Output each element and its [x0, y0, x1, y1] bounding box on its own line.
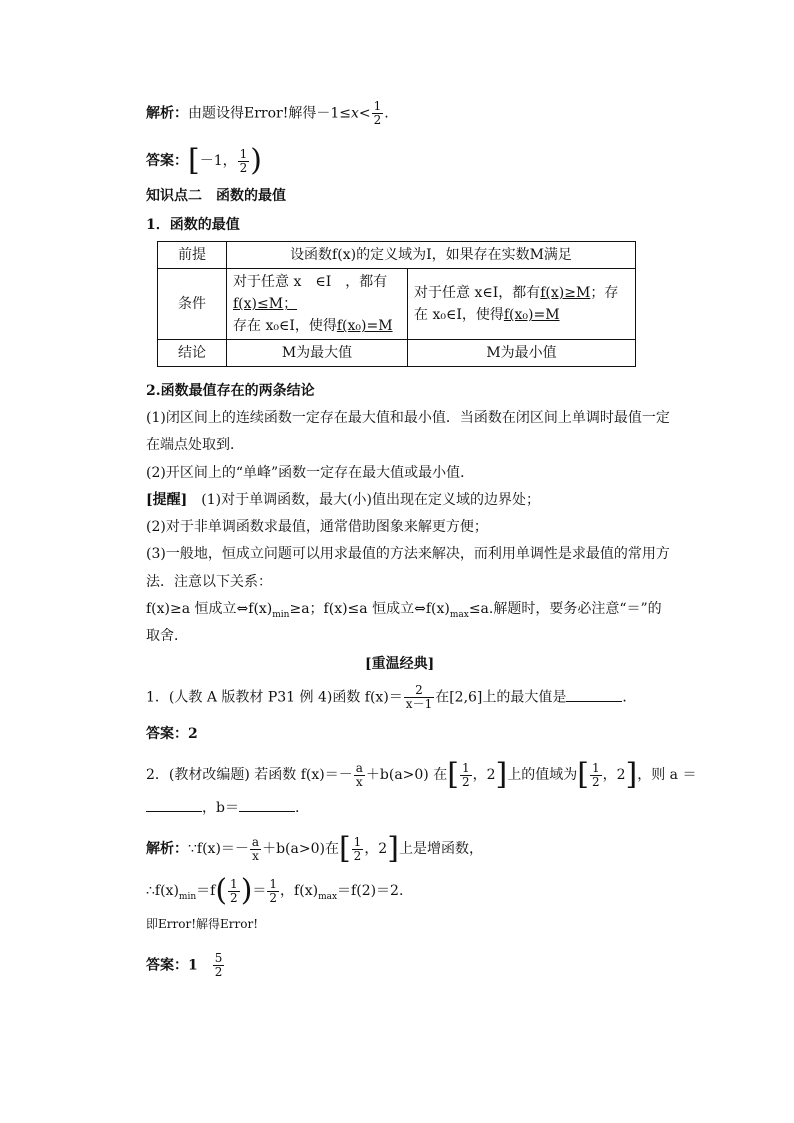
- table-cell-max-condition: 对于任意 x ∈I ，都有 f(x)≤M； 存在 x₀∈I，使得f(x₀)=M: [227, 269, 408, 340]
- answer-label: 答案：: [146, 153, 188, 169]
- paragraph: (2)开区间上的“单峰”函数一定存在最大值或最小值．: [146, 465, 475, 481]
- solution-2-line-2: $\therefore f(x)_{min}=f$( $\frac{1}{2}$ )＝ $\frac{1}{2}$ ，$f(x)_{max}=f(2)=2$.: [146, 873, 404, 908]
- fraction: $\frac{2}{x-1}$: [405, 683, 433, 711]
- fraction: $\frac{a}{x}$: [251, 834, 260, 863]
- solution-2-line-1: 解析：∵f(x)＝－ $\frac{a}{x}$ ＋b(a>0)在[ $\frac{1}{2}$ ，2]上是增函数，: [146, 831, 483, 866]
- solution-label: 解析：: [146, 841, 188, 857]
- fraction: $\frac{1}{2}$: [230, 876, 238, 905]
- question-2-blanks: ，b＝ .: [146, 798, 299, 818]
- relation-line: f(x)≥a 恒成立$\Leftrightarrow f(x)_{min}\ge a$；f(x)≤a 恒成立$\Leftrightarrow f(x)_{max}\le a$.解题时，要务必注意“＝”的: [146, 601, 662, 620]
- solution-label: 解析：: [146, 105, 188, 122]
- fraction: $\frac{1}{2}$: [373, 99, 382, 127]
- table-row: [158, 242, 636, 269]
- answer-blank-a[interactable]: [146, 799, 202, 812]
- paragraph: 在端点处取到．: [146, 437, 244, 453]
- subsection-title-2: 2.函数最值存在的两条结论: [146, 383, 315, 399]
- tip-line-1: [提醒] (1)对于单调函数，最大(小)值出现在定义域的边界处；: [146, 492, 541, 508]
- solution-line-1: 解析：由题设得Error!解得－1≤x< $\frac{1}{2}$ .: [146, 99, 389, 127]
- relation-line-2: 取舍．: [146, 628, 188, 644]
- table-header-cell: 条件: [158, 269, 227, 340]
- answer-line-1: 答案：[－1， $\frac{1}{2}$ ): [146, 143, 262, 178]
- table-cell: M为最大值: [227, 340, 408, 367]
- answer-blank-b[interactable]: [239, 799, 295, 812]
- tip-line-2: (2)对于非单调函数求最值，通常借助图象来解更方便；: [146, 519, 488, 535]
- answer-blank[interactable]: [566, 689, 622, 702]
- solution-2-line-3: 即Error!解得Error!: [146, 917, 259, 931]
- review-title: [重温经典]: [365, 656, 435, 672]
- table-row: [158, 269, 636, 340]
- fraction: $\frac{1}{2}$: [239, 146, 248, 175]
- fraction: $\frac{1}{2}$: [269, 876, 278, 905]
- table-row: [158, 340, 636, 367]
- section-title: 知识点二 函数的最值: [146, 188, 286, 204]
- fraction: $\frac{1}{2}$: [461, 760, 470, 789]
- question-1: 1．(人教 A 版教材 P31 例 4)函数 f(x)＝ $\frac{2}{x-1}$ 在[2,6]上的最大值是 ．: [146, 683, 637, 711]
- fraction: $\frac{a}{x}$: [355, 760, 363, 789]
- question-2: 2．(教材改编题) 若函数 f(x)＝－ $\frac{a}{x}$ ＋b(a>0) 在[ $\frac{1}{2}$ ，2]上的值域为[ $\frac{1}{2}$ ，2]，则 a ＝: [146, 757, 697, 792]
- table-cell: M为最小值: [408, 340, 636, 367]
- table-header-cell: 结论: [158, 340, 227, 367]
- tip-line-4: 法．注意以下关系：: [146, 574, 272, 590]
- subsection-title-1: 1．函数的最值: [146, 217, 240, 233]
- answer-line-q2: 答案：1 $\frac{5}{2}$: [146, 951, 223, 979]
- paragraph: (1)闭区间上的连续函数一定存在最大值和最小值．当函数在闭区间上单调时最值一定: [146, 410, 670, 426]
- extremum-table: [157, 241, 636, 367]
- fraction: $\frac{1}{2}$: [591, 760, 600, 789]
- fraction: $\frac{1}{2}$: [353, 834, 362, 863]
- tip-line-3: (3)一般地，恒成立问题可以用求最值的方法来解决，而利用单调性是求最值的常用方: [146, 546, 670, 562]
- answer-line-q1: 答案：2: [146, 726, 198, 742]
- tip-label: [提醒]: [146, 492, 188, 508]
- table-header-cell: 前提: [158, 242, 227, 269]
- table-cell-min-condition: 对于任意 x∈I，都有f(x)≥M；存 在 x₀∈I，使得f(x₀)=M: [408, 269, 636, 340]
- table-cell: 设函数f(x)的定义域为I，如果存在实数M满足: [227, 242, 636, 269]
- fraction: $\frac{5}{2}$: [214, 951, 223, 979]
